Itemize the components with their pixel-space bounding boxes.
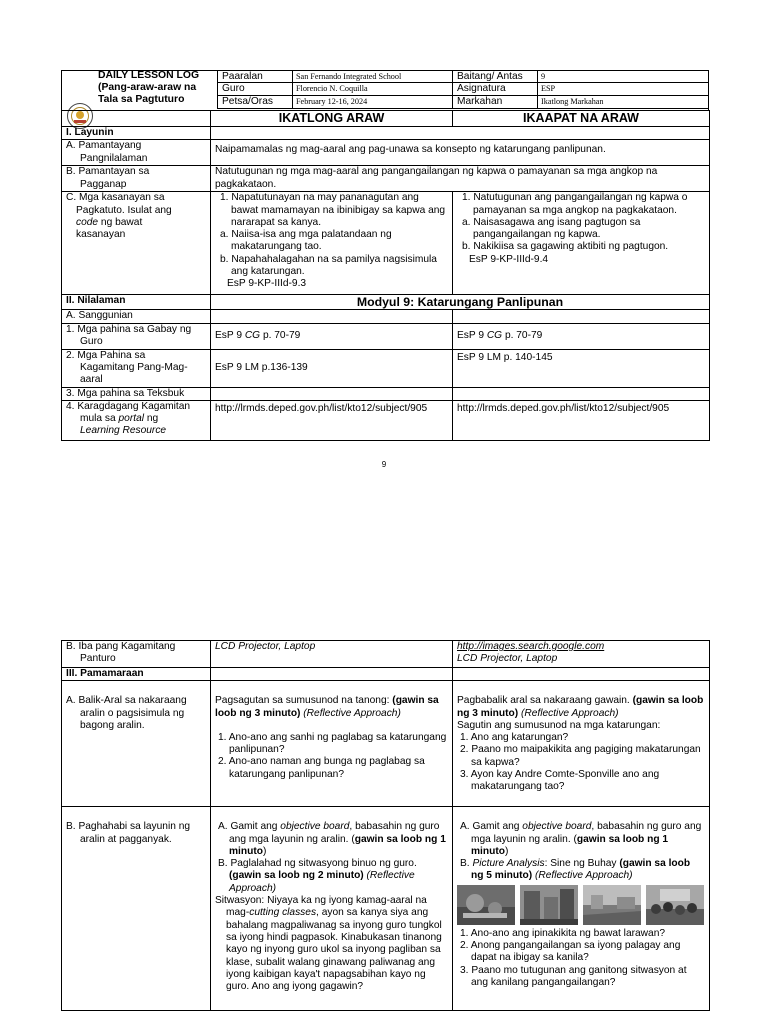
label-sanggunian: A. Sanggunian: [62, 310, 211, 323]
kagamitan-day-4: http://images.search.google.com LCD Projector, Laptop: [453, 641, 710, 668]
lm-day-4: EsP 9 LM p. 140-145: [453, 349, 710, 387]
label-asignatura: Asignatura: [452, 82, 538, 96]
value-petsa: February 12-16, 2024: [292, 95, 453, 109]
label-kagamitang-pang-mag-aaral: 2. Mga Pahina sa Kagamitang Pang-Mag- aaral: [62, 349, 211, 387]
google-images-link[interactable]: http://images.search.google.com: [457, 641, 605, 652]
label-guro: Guro: [217, 82, 293, 96]
value-guro: Florencio N. Coquilla: [292, 82, 453, 96]
label-iba-pang-kagamitang: B. Iba pang Kagamitang Panturo: [62, 641, 211, 668]
title-line-1: DAILY LESSON LOG: [98, 70, 200, 81]
lrmds-link-day-3[interactable]: http://lrmds.deped.gov.ph/list/kto12/subject/905: [211, 400, 453, 440]
lm-day-3: EsP 9 LM p.136-139: [211, 349, 453, 387]
label-balik-aral: A. Balik-Aral sa nakaraang aralin o pagsisimula ng bagong aralin.: [62, 681, 211, 807]
label-gabay-ng-guro: 1. Mga pahina sa Gabay ng Guro: [62, 323, 211, 349]
document-title: [98, 70, 199, 107]
lrmds-link-day-4[interactable]: http://lrmds.deped.gov.ph/list/kto12/subject/905: [453, 400, 710, 440]
page-number: 9: [381, 460, 387, 469]
value-baitang: 9: [537, 70, 709, 83]
label-pamantayan-pagganap: B. Pamantayan sa Pagganap: [62, 166, 211, 192]
label-petsa: Petsa/Oras: [217, 95, 293, 109]
label-paaralan: Paaralan: [217, 70, 293, 83]
title-line-3: Tala sa Pagtuturo: [98, 94, 185, 106]
kasanayan-day-4: 1. Natutugunan ang pangangailangan ng kapwa o pamayanan sa mga angkop na pagkakataon. a. Naisasagawa ang isang pagtugon sa pangangailangan ng kapwa. b. Nakikiisa sa gagawing aktibiti ng pagtugon. EsP 9-KP-IIId-9.4: [453, 192, 710, 295]
lesson-log-table: [61, 110, 710, 441]
lesson-log-table-continued: [61, 640, 710, 1011]
day-3-header: IKATLONG ARAW: [211, 111, 453, 127]
disaster-photo-1: [457, 885, 515, 925]
kagamitan-day-3: LCD Projector, Laptop: [211, 641, 453, 668]
picture-analysis-images: [457, 885, 705, 925]
kasanayan-day-3: 1. Napatutunayan na may pananagutan ang bawat mamamayan na ibinibigay sa kapwa ang nararapat sa kanya. a. Naiisa-isa ang mga palatandaan ng makatarungang tao. b. Napahahalagahan na sa pamilya nagsisimula ang katarungan. EsP 9-KP-IIId-9.3: [211, 192, 453, 295]
text-pamantayan-pagganap: Natutugunan ng mga mag-aaral ang pangangailangan ng kapwa o pamayanan sa mga angkop na pagkakataon.: [211, 166, 710, 192]
balik-aral-day-3: Pagsagutan sa sumusunod na tanong: (gawin sa loob ng 3 minuto) (Reflective Approach) 1. Ano-ano ang sanhi ng paglabag sa katarungang panlipunan? 2. Ano-ano naman ang bunga ng paglabag sa katarungang panlipunan?: [211, 681, 453, 807]
label-markahan: Markahan: [452, 95, 538, 109]
label-paghahabi: B. Paghahabi sa layunin ng aralin at pagganyak.: [62, 807, 211, 1011]
label-baitang: Baitang/ Antas: [452, 70, 538, 83]
paghahabi-day-4: A. Gamit ang objective board, babasahin ng guro ang mga layunin ng aralin. (gawin sa loob ng 1 minuto) B. Picture Analysis: Sine ng Buhay (gawin sa loob ng 5 minuto) (Reflective Approach) 1. Ano-ano ang ipinakikita ng bawat larawan? 2. Anong pangangailangan sa iyong palagay ang dapat na ibigay sa kanila? 3. Paano mo tutugunan ang ganitong sitwasyon at ang kanilang pangangailangan?: [453, 807, 710, 1011]
label-mga-kasanayan: C. Mga kasanayan sa Pagkatuto. Isulat ang code ng bawat kasanayan: [62, 192, 211, 295]
value-paaralan: San Fernando Integrated School: [292, 70, 453, 83]
disaster-photo-2: [520, 885, 578, 925]
title-line-2: (Pang-araw-araw na: [98, 82, 197, 94]
label-teksbuk: 3. Mga pahina sa Teksbuk: [62, 387, 211, 400]
paghahabi-day-3: A. Gamit ang objective board, babasahin ng guro ang mga layunin ng aralin. (gawin sa loob ng 1 minuto) B. Paglalahad ng sitwasyong binuo ng guro. (gawin sa loob ng 2 minuto) (Reflective Approach) Sitwasyon: Niyaya ka ng iyong kamag-aaral na mag-cutting classes, ayon sa kanya siya ang bahalang magpaliwanag sa inyong guro tungkol sa iyong hindi pagpasok. Kinabukasan tinanong kayo ng inyong guro ukol sa inyong pagliban sa klase, subalit walang ginawang paliwanag ang iyong kaibigan kaya't napagsabihan kayo ng guro. Ano ang iyong gagawin?: [211, 807, 453, 1011]
disaster-photo-4: [646, 885, 704, 925]
balik-aral-day-4: Pagbabalik aral sa nakaraang gawain. (gawin sa loob ng 3 minuto) (Reflective Approach) Sagutin ang sumusunod na mga katarungan: 1. Ano ang katarungan? 2. Paano mo maipakikita ang pagiging makatarungan sa kapwa? 3. Ayon kay Andre Comte-Sponville ano ang makatarungang tao?: [453, 681, 710, 807]
module-title: Modyul 9: Katarungang Panlipunan: [211, 295, 710, 310]
text-pamantayang-pangnilalaman: Naipamamalas ng mag-aaral ang pag-unawa sa konsepto ng katarungang panlipunan.: [211, 140, 710, 166]
section-pamamaraan-title: III. Pamamaraan: [62, 668, 211, 681]
value-asignatura: ESP: [537, 82, 709, 96]
value-markahan: Ikatlong Markahan: [537, 95, 709, 109]
days-header-row: [62, 111, 710, 127]
label-karagdagang-kagamitan: 4. Karagdagang Kagamitan mula sa portal ng Learning Resource: [62, 400, 211, 440]
day-4-header: IKAAPAT NA ARAW: [453, 111, 710, 127]
gabay-day-4: EsP 9 CG p. 70-79: [453, 323, 710, 349]
section-layunin-title: I. Layunin: [62, 127, 211, 140]
disaster-photo-3: [583, 885, 641, 925]
gabay-day-3: EsP 9 CG p. 70-79: [211, 323, 453, 349]
label-pamantayang-pangnilalaman: A. Pamantayang Pangnilalaman: [62, 140, 211, 166]
section-nilalaman-title: II. Nilalaman: [62, 295, 211, 310]
